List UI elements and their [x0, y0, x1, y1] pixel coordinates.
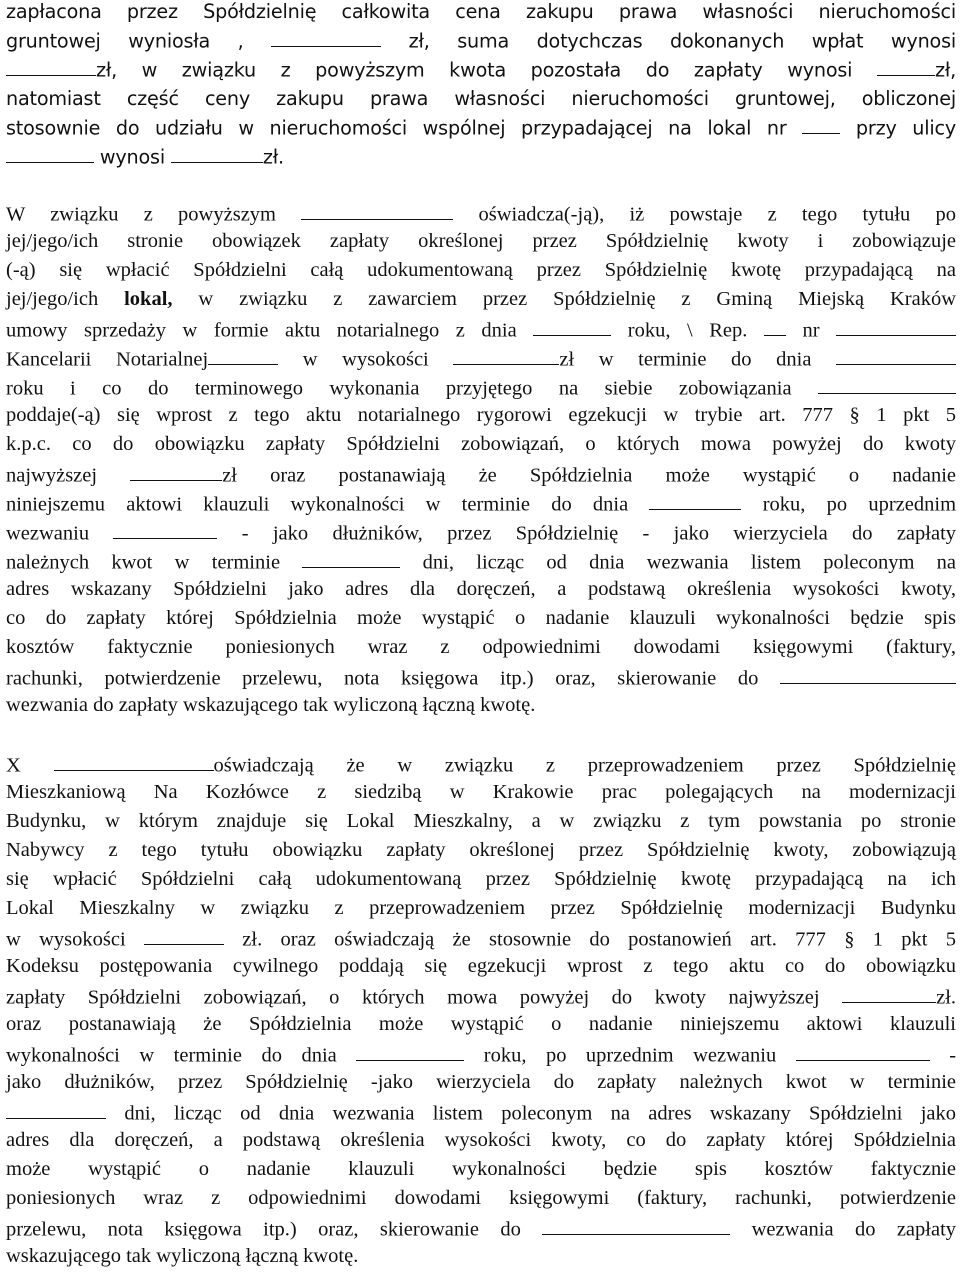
text-line: zł, w związku z powyższym kwota pozostała do zapłaty wynosi zł,	[6, 58, 956, 81]
text-line: k.p.c. co do obowiązku zapłaty Spółdzielni zobowiązań, o których mowa powyżej do kwoty	[6, 433, 956, 455]
blank-field	[6, 145, 94, 163]
blank-field	[54, 752, 214, 771]
blank-field	[780, 665, 956, 684]
text-line: Budynku, w którym znajduje się Lokal Mieszkalny, a w związku z tym powstania po stronie	[6, 810, 956, 832]
text-line: adres wskazany Spółdzielni jako adres dla doręczeń, a podstawą określenia wysokości kwoty,	[6, 578, 956, 600]
text-line: zapłacona przez Spółdzielnię całkowita cena zakupu prawa własności nieruchomości	[6, 0, 956, 23]
blank-field	[144, 926, 224, 945]
blank-field	[877, 58, 935, 76]
text-line: może wystąpić o nadanie klauzuli wykonalności będzie spis kosztów faktycznie	[6, 1158, 956, 1180]
text-line: oraz postanawiają że Spółdzielnia może wystąpić o nadanie niniejszemu aktowi klauzuli	[6, 1013, 956, 1035]
text-line: wezwaniu - jako dłużników, przez Spółdzielnię - jako wierzyciela do zapłaty	[6, 520, 956, 545]
text-line: zapłaty Spółdzielni zobowiązań, o których mowa powyżej do kwoty najwyższej zł.	[6, 984, 956, 1009]
blank-field	[6, 58, 96, 76]
blank-field	[533, 317, 611, 336]
blank-field	[836, 317, 956, 336]
text-line: roku i co do terminowego wykonania przyjętego na siebie zobowiązania	[6, 375, 956, 400]
text-line: należnych kwot w terminie dni, licząc od dnia wezwania listem poleconym na	[6, 549, 956, 574]
blank-field	[356, 1042, 464, 1061]
text-line: wykonalności w terminie do dnia roku, po uprzednim wezwaniu -	[6, 1042, 956, 1067]
text-line: przelewu, nota księgowa itp.) oraz, skierowanie do wezwania do zapłaty	[6, 1216, 956, 1241]
text-line: wynosi zł.	[6, 145, 956, 168]
text-line: się wpłacić Spółdzielni całą udokumentowaną przez Spółdzielnię kwotę przypadającą na ich	[6, 868, 956, 890]
text-line: stosownie do udziału w nieruchomości wspólnej przypadającej na lokal nr przy ulicy	[6, 116, 956, 140]
text-line: jej/jego/ich stronie obowiązek zapłaty określonej przez Spółdzielnię kwoty i zobowiązuje	[6, 230, 956, 252]
blank-field	[842, 984, 936, 1003]
text-line: dni, licząc od dnia wezwania listem poleconym na adres wskazany Spółdzielni jako	[6, 1100, 956, 1125]
text-line: w wysokości zł. oraz oświadczają że stosownie do postanowień art. 777 § 1 pkt 5	[6, 926, 956, 951]
text-line: niniejszemu aktowi klauzuli wykonalności w terminie do dnia roku, po uprzednim	[6, 491, 956, 516]
text-line: X oświadczają że w związku z przeprowadzeniem przez Spółdzielnię	[6, 752, 956, 777]
text-line: (-ą) się wpłacić Spółdzielni całą udokumentowaną przez Spółdzielnię kwotę przypadającą na	[6, 259, 956, 281]
text-line: jej/jego/ich lokal, w związku z zawarciem przez Spółdzielnię z Gminą Miejską Kraków	[6, 288, 957, 310]
text-line: Kancelarii Notarialnej w wysokości zł w terminie do dnia	[6, 346, 956, 371]
blank-field	[271, 29, 381, 47]
blank-field	[208, 346, 278, 365]
text-line: poddaje(-ą) się wprost z tego aktu notarialnego rygorowi egzekucji w trybie art. 777 § 1 pkt 5	[6, 404, 957, 426]
text-line: W związku z powyższym oświadcza(-ją), iż powstaje z tego tytułu po	[6, 201, 956, 226]
blank-field	[764, 317, 786, 336]
text-line: Nabywcy z tego tytułu obowiązku zapłaty określonej przez Spółdzielnię kwoty, zobowiązują	[6, 839, 956, 861]
text-line: wskazującego tak wyliczoną łączną kwotę.	[6, 1245, 359, 1267]
blank-field	[542, 1216, 730, 1235]
blank-field	[6, 1100, 106, 1119]
blank-field	[130, 462, 222, 481]
blank-field	[171, 145, 263, 163]
blank-field	[475, 346, 559, 365]
text-line: Kodeksu postępowania cywilnego poddają się egzekucji wprost z tego aktu co do obowiązku	[6, 955, 956, 977]
blank-field	[802, 116, 840, 134]
blank-field	[796, 1042, 930, 1061]
section-sign: §	[844, 928, 855, 951]
blank-field	[301, 201, 453, 220]
blank-field	[113, 520, 217, 539]
bold-word: lokal,	[124, 288, 173, 310]
text-line: rachunki, potwierdzenie przelewu, nota księgowa itp.) oraz, skierowanie do	[6, 665, 956, 690]
text-line: natomiast część ceny zakupu prawa własności nieruchomości gruntowej, obliczonej	[6, 87, 956, 110]
blank-field	[836, 346, 956, 365]
text-line: gruntowej wyniosła , zł, suma dotychczas dokonanych wpłat wynosi	[6, 29, 956, 53]
blank-field	[302, 549, 400, 568]
text-line: umowy sprzedaży w formie aktu notarialnego z dnia roku, \ Rep. nr	[6, 317, 956, 342]
text-line: kosztów faktycznie poniesionych wraz z odpowiednimi dowodami księgowymi (faktury,	[6, 636, 956, 658]
text-line: Lokal Mieszkalny w związku z przeprowadzeniem przez Spółdzielnię modernizacji Budynku	[6, 897, 956, 919]
blank-field	[453, 346, 475, 365]
blank-field	[818, 375, 956, 394]
text-line: co do zapłaty której Spółdzielnia może wystąpić o nadanie klauzuli wykonalności będzie spis	[6, 607, 956, 629]
text-line: poniesionych wraz z odpowiednimi dowodami księgowymi (faktury, rachunki, potwierdzenie	[6, 1187, 956, 1209]
text-line: najwyższej zł oraz postanawiają że Spółdzielnia może wystąpić o nadanie	[6, 462, 956, 487]
text-line: jako dłużników, przez Spółdzielnię -jako wierzyciela do zapłaty należnych kwot w terminie	[6, 1071, 956, 1093]
section-sign: §	[849, 404, 860, 426]
text-line: wezwania do zapłaty wskazującego tak wyliczoną łączną kwotę.	[6, 694, 536, 716]
text-line: adres dla doręczeń, a podstawą określenia wysokości kwoty, co do zapłaty której Spółdzielnia	[6, 1129, 956, 1151]
text-line: Mieszkaniową Na Kozłówce z siedzibą w Krakowie prac polegających na modernizacji	[6, 781, 956, 803]
blank-field	[649, 491, 741, 510]
